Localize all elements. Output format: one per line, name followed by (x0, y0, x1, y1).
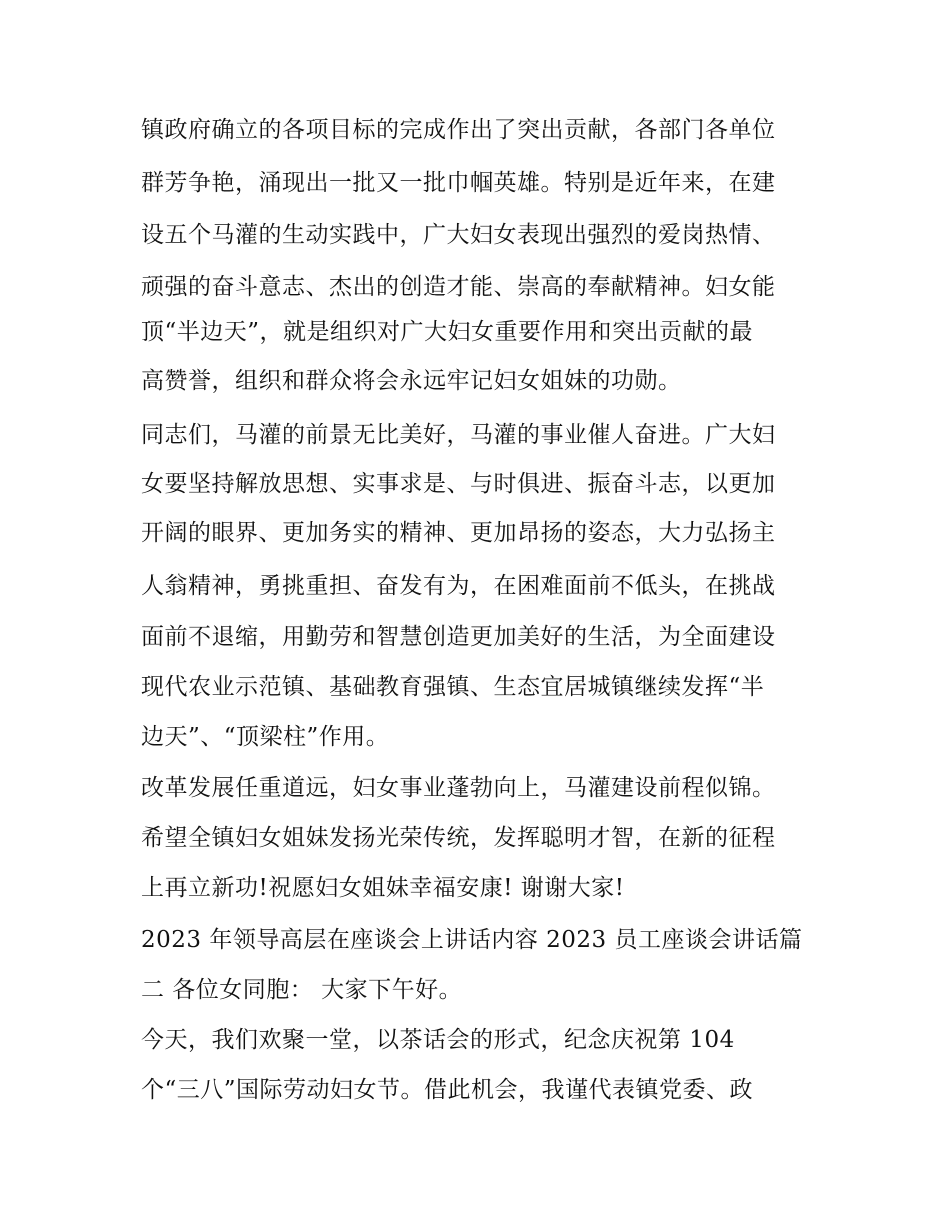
text-line: 顽强的奋斗意志、杰出的创造才能、崇高的奉献精神。妇女能 (141, 274, 776, 300)
text-line: 镇政府确立的各项目标的完成作出了突出贡献，各部门各单位 (141, 117, 776, 143)
text-line: 面前不退缩，用勤劳和智慧创造更加美好的生活，为全面建设 (141, 624, 776, 650)
text-line: 2023 年领导高层在座谈会上讲话内容 2023 员工座谈会讲话篇 (141, 927, 803, 953)
text-line: 高赞誉，组织和群众将会永远牢记妇女姐妹的功勋。 (141, 368, 682, 394)
text-line: 个“三八”国际劳动妇女节。借此机会，我谨代表镇党委、政 (141, 1077, 754, 1103)
text-line: 女要坚持解放思想、实事求是、与时俱进、振奋斗志，以更加 (141, 471, 776, 497)
text-line: 同志们，马灌的前景无比美好，马灌的事业催人奋进。广大妇 (141, 422, 776, 448)
text-line: 群芳争艳，涌现出一批又一批巾帼英雄。特别是近年来，在建 (141, 170, 776, 196)
text-line: 顶“半边天”，就是组织对广大妇女重要作用和突出贡献的最 (141, 319, 754, 345)
text-line: 希望全镇妇女姐妹发扬光荣传统，发挥聪明才智，在新的征程 (141, 825, 776, 851)
text-line: 设五个马灌的生动实践中，广大妇女表现出强烈的爱岗热情、 (141, 222, 776, 248)
text-line: 现代农业示范镇、基础教育强镇、生态宜居城镇继续发挥“半 (141, 674, 765, 700)
text-line: 改革发展任重道远，妇女事业蓬勃向上，马灌建设前程似锦。 (141, 775, 776, 801)
text-line: 边天”、“顶梁柱”作用。 (141, 724, 390, 750)
text-line: 二 各位女同胞： 大家下午好。 (141, 977, 463, 1003)
text-line: 人翁精神，勇挑重担、奋发有为，在困难面前不低头，在挑战 (141, 573, 776, 599)
text-line: 上再立新功!祝愿妇女姐妹幸福安康! 谢谢大家! (141, 875, 625, 901)
text-line: 开阔的眼界、更加务实的精神、更加昂扬的姿态，大力弘扬主 (141, 520, 776, 546)
text-line: 今天，我们欢聚一堂，以茶话会的形式，纪念庆祝第 104 (141, 1027, 735, 1053)
